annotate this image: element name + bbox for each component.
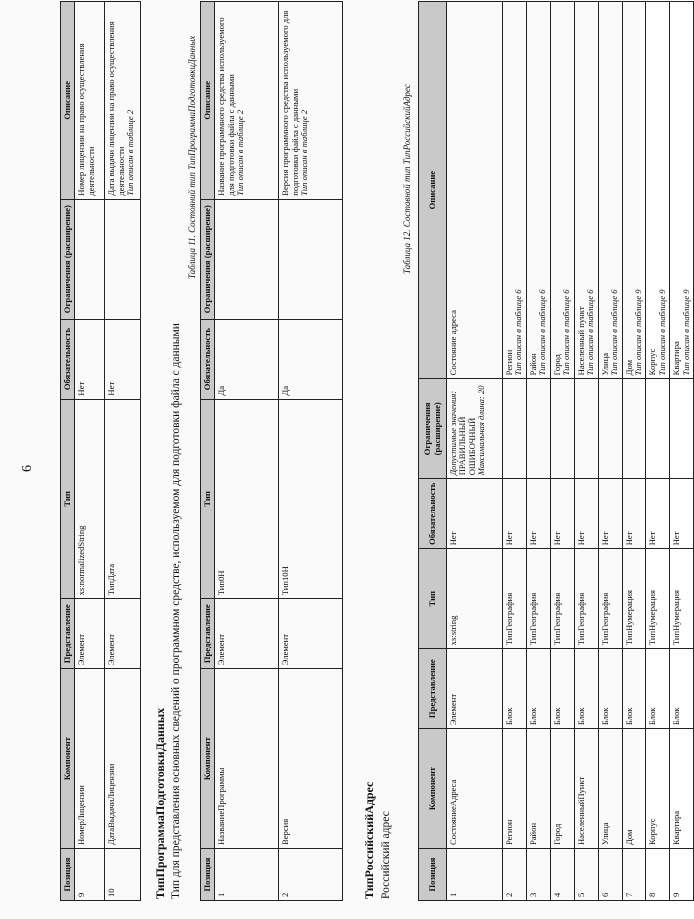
cell-restrictions [646, 379, 670, 479]
cell-restrictions [447, 379, 503, 479]
section-subtitle: Тип для представления основных сведений о программном средстве, используемом для подготовки файла с данными [170, 323, 182, 899]
description-text: Квартира [671, 341, 682, 376]
cell-required: Да [279, 319, 343, 399]
cell-component: Город [550, 729, 574, 849]
description-text: Состояние адреса [448, 310, 458, 376]
cell-component: Улица [598, 729, 622, 849]
cell-position: 1 [215, 849, 279, 901]
description-text: Город [551, 354, 562, 376]
table-row [550, 2, 574, 901]
table-row [670, 2, 694, 901]
cell-type: ТипНумерация [670, 549, 694, 649]
header-representation: Представление [419, 649, 447, 729]
cell-type: Тип10Н [279, 399, 343, 599]
cell-description [526, 2, 550, 379]
cell-type: ТипГеография [503, 549, 527, 649]
cell-description [598, 2, 622, 379]
table-row [622, 2, 646, 901]
cell-representation: Элемент [215, 599, 279, 669]
cell-position: 3 [526, 849, 550, 901]
table-row [503, 2, 527, 901]
table-row [215, 2, 279, 901]
table-header-row [61, 2, 75, 901]
section-subtitle: Российский адрес [380, 811, 392, 899]
restriction-line: ОШИБОЧНЫЙ [466, 417, 477, 476]
cell-description [646, 2, 670, 379]
cell-description [550, 2, 574, 379]
cell-required: Нет [574, 479, 598, 549]
header-position: Позиция [419, 849, 447, 901]
header-required: Обязательность [61, 319, 75, 399]
description-type-note: Тип описан в таблице 9 [656, 289, 667, 376]
cell-position: 6 [598, 849, 622, 901]
cell-required: Нет [503, 479, 527, 549]
table-row [526, 2, 550, 901]
restriction-line: ПРАВИЛЬНЫЙ [457, 416, 468, 476]
table-address [418, 1, 694, 901]
description-type-note: Тип описан в таблице 6 [537, 289, 548, 376]
cell-component: Регион [503, 729, 527, 849]
cell-position: 8 [646, 849, 670, 901]
cell-component: Корпус [646, 729, 670, 849]
cell-required: Нет [598, 479, 622, 549]
cell-description [503, 2, 527, 379]
description-text: Версия программного средства используемого для подготовки файла с данными [280, 10, 300, 196]
restriction-line: Максимальная длина: 20 [476, 385, 487, 476]
description-text: Район [527, 353, 538, 376]
section-title: ТипПрограммаПодготовкиДанных [153, 707, 167, 899]
cell-restrictions [526, 379, 550, 479]
header-description: Описание [61, 2, 75, 200]
description-type-note: Тип описан в таблице 2 [125, 109, 136, 196]
description-text: Дата выдачи лицензии на право осуществления деятельности [106, 21, 126, 196]
cell-component: Квартира [670, 729, 694, 849]
cell-restrictions [279, 199, 343, 319]
table-program [200, 1, 343, 901]
description-type-note: Тип описан в таблице 2 [299, 109, 310, 196]
cell-type: ТипГеография [550, 549, 574, 649]
table-row [598, 2, 622, 901]
table-row [105, 2, 141, 901]
description-text: Дом [623, 359, 634, 376]
cell-representation: Элемент [75, 599, 105, 669]
cell-position: 9 [75, 849, 105, 901]
header-required: Обязательность [201, 319, 215, 399]
header-type: Тип [201, 399, 215, 599]
cell-representation: Блок [670, 649, 694, 729]
cell-description [75, 2, 105, 200]
cell-restrictions [622, 379, 646, 479]
cell-position: 1 [447, 849, 503, 901]
description-text: Название программного средства используемого для подготовки файла с данными [216, 17, 236, 196]
table-row [447, 2, 503, 901]
section-title: ТипРоссийскийАдрес [362, 781, 376, 899]
cell-type: xs:string [447, 549, 503, 649]
cell-description [215, 2, 279, 200]
table-row [646, 2, 670, 901]
table-caption: Таблица 11. Состояний тип ТипПрограммаПодготовкиДанных [187, 35, 197, 279]
description-text: Корпус [647, 348, 658, 376]
header-position: Позиция [61, 849, 75, 901]
cell-required: Нет [105, 319, 141, 399]
header-component: Компонент [419, 729, 447, 849]
cell-position: 10 [105, 849, 141, 901]
description-type-note: Тип описан в таблице 2 [235, 109, 246, 196]
table-row [279, 2, 343, 901]
description-type-note: Тип описан в таблице 6 [609, 289, 620, 376]
cell-restrictions [574, 379, 598, 479]
cell-restrictions [75, 199, 105, 319]
description-text: Населенный пункт [575, 306, 586, 376]
cell-representation: Блок [646, 649, 670, 729]
table-top [60, 1, 141, 901]
cell-required: Нет [526, 479, 550, 549]
cell-restrictions [670, 379, 694, 479]
table-row [75, 2, 105, 901]
cell-position: 5 [574, 849, 598, 901]
cell-representation: Блок [503, 649, 527, 729]
restriction-line: Допустимые значения: [448, 390, 458, 476]
cell-position: 2 [279, 849, 343, 901]
cell-position: 2 [503, 849, 527, 901]
cell-component: Район [526, 729, 550, 849]
header-restrictions: Ограничения (расширение) [419, 379, 447, 479]
cell-description [279, 2, 343, 200]
header-required: Обязательность [419, 479, 447, 549]
header-representation: Представление [201, 599, 215, 669]
cell-position: 4 [550, 849, 574, 901]
cell-type: xs:normalizedString [75, 399, 105, 599]
cell-representation: Блок [598, 649, 622, 729]
cell-component: НомерЛицензии [75, 669, 105, 849]
description-text: Улица [599, 352, 610, 376]
cell-restrictions [550, 379, 574, 479]
cell-representation: Элемент [279, 599, 343, 669]
cell-representation: Блок [622, 649, 646, 729]
cell-component: Версия [279, 669, 343, 849]
cell-required: Нет [550, 479, 574, 549]
cell-type: ТипГеография [574, 549, 598, 649]
header-restrictions: Ограничения (расширение) [201, 199, 215, 319]
header-type: Тип [61, 399, 75, 599]
cell-type: ТипГеография [598, 549, 622, 649]
table-header-row [201, 2, 215, 901]
table-caption: Таблица 12. Составной тип ТипРоссийскийАдрес [402, 84, 412, 274]
cell-type: Тип0Н [215, 399, 279, 599]
cell-required: Нет [447, 479, 503, 549]
header-component: Компонент [201, 669, 215, 849]
cell-required: Да [215, 319, 279, 399]
cell-type: ТипГеография [526, 549, 550, 649]
cell-type: ТипНумерация [622, 549, 646, 649]
cell-description [574, 2, 598, 379]
cell-required: Нет [670, 479, 694, 549]
cell-description [447, 2, 503, 379]
description-type-note: Тип описан в таблице 6 [585, 289, 596, 376]
header-description: Описание [419, 2, 447, 379]
description-text: Номер лицензии на право осуществления деятельности [76, 43, 96, 196]
table-header-row [419, 2, 447, 901]
cell-type: ТипНумерация [646, 549, 670, 649]
cell-component: НаселенныйПункт [574, 729, 598, 849]
header-restrictions: Ограничения (расширение) [61, 199, 75, 319]
description-type-note: Тип описан в таблице 6 [561, 289, 572, 376]
cell-position: 9 [670, 849, 694, 901]
cell-description [622, 2, 646, 379]
cell-description [670, 2, 694, 379]
header-type: Тип [419, 549, 447, 649]
cell-required: Нет [646, 479, 670, 549]
cell-representation: Элемент [105, 599, 141, 669]
cell-representation: Блок [550, 649, 574, 729]
cell-description [105, 2, 141, 200]
header-description: Описание [201, 2, 215, 200]
cell-required: Нет [622, 479, 646, 549]
description-type-note: Тип описан в таблице 9 [680, 289, 691, 376]
description-type-note: Тип описан в таблице 6 [513, 289, 524, 376]
cell-component: Дом [622, 729, 646, 849]
cell-representation: Блок [574, 649, 598, 729]
cell-required: Нет [75, 319, 105, 399]
cell-restrictions [105, 199, 141, 319]
cell-representation: Элемент [447, 649, 503, 729]
description-text: Регион [504, 349, 514, 376]
cell-component: СостояниеАдреса [447, 729, 503, 849]
cell-component: НазваниеПрограммы [215, 669, 279, 849]
header-position: Позиция [201, 849, 215, 901]
cell-position: 7 [622, 849, 646, 901]
description-type-note: Тип описан в таблице 9 [632, 289, 643, 376]
page-number: 6 [20, 465, 35, 472]
header-component: Компонент [61, 669, 75, 849]
cell-restrictions [503, 379, 527, 479]
cell-type: ТипДата [105, 399, 141, 599]
header-representation: Представление [61, 599, 75, 669]
cell-representation: Блок [526, 649, 550, 729]
cell-restrictions [215, 199, 279, 319]
cell-component: ДатаВыдачиЛицензии [105, 669, 141, 849]
table-row [574, 2, 598, 901]
cell-restrictions [598, 379, 622, 479]
